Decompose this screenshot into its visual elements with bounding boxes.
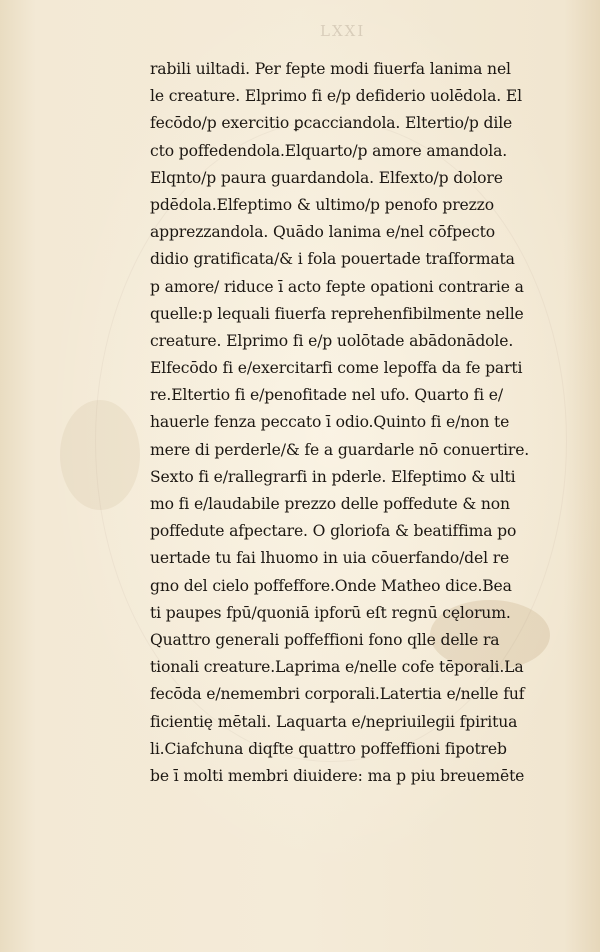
text-line: li.Ciafchuna diqfte quattro poffeffioni fipotreb xyxy=(150,739,507,758)
text-line: hauerle fenza peccato ī odio.Quinto fi e/non te xyxy=(150,413,510,432)
text-line: le creature. Elprimo fi e/p defiderio uolēdola. El xyxy=(150,87,522,106)
text-line: p amore/ riduce ī acto fepte opationi contrarie a xyxy=(150,277,524,296)
text-line: tionali creature.Laprima e/nelle cofe tēporali.La xyxy=(150,658,524,677)
paper-stain xyxy=(60,400,140,510)
text-line: quelle:p lequali fiuerfa reprehenfibilmente nelle xyxy=(150,304,524,323)
text-line: didio gratificata/& i fola pouertade traſformata xyxy=(150,250,515,269)
text-line: cto poffedendola.Elquarto/p amore amandola. xyxy=(150,141,508,160)
text-line: gno del cielo poffeffore.Onde Matheo dice.Bea xyxy=(150,576,512,595)
text-line: be ī molti membri diuidere: ma p piu breuemēte xyxy=(150,766,525,785)
text-line: mere di perderle/& fe a guardarle nō conuertire. xyxy=(150,440,530,459)
text-line: Elfecōdo fi e/exercitarfi come lepoffa da fe parti xyxy=(150,359,523,378)
text-line: Elqnto/p paura guardandola. Elfexto/p dolore xyxy=(150,168,503,187)
text-line: ti paupes fpū/quoniā ipforū eſt regnū cęlorum. xyxy=(150,603,511,622)
text-line: Quattro generali poffeffioni fono qlle delle ra xyxy=(150,630,500,649)
text-line: uertade tu fai lhuomo in uia cōuerfando/del re xyxy=(150,549,510,568)
text-line: creature. Elprimo fi e/p uolōtade abādonādole. xyxy=(150,331,514,350)
text-line: fecōda e/nemembri corporali.Latertia e/nelle fuf xyxy=(150,685,525,704)
text-line: Sexto fi e/rallegrarfi in pderle. Elfeptimo & ulti xyxy=(150,467,516,486)
text-line: rabili uiltadi. Per fepte modi fiuerfa lanima nel xyxy=(150,60,511,78)
text-line: re.Eltertio fi e/penofitade nel ufo. Quarto fi e/ xyxy=(150,386,503,405)
text-block xyxy=(150,56,570,790)
text-line: mo fi e/laudabile prezzo delle poffedute & non xyxy=(150,495,510,513)
text-line: fecōdo/p exercitio ꝑcacciandola. Eltertio/p dile xyxy=(150,114,513,133)
text-line: pdēdola.Elfeptimo & ultimo/p penofo prezzo xyxy=(150,195,494,214)
text-line: apprezzandola. Quādo lanima e/nel cōfpecto xyxy=(150,223,495,242)
folio-number: LXXI xyxy=(320,22,366,40)
text-line: poffedute afpectare. O gloriofa & beatiffima po xyxy=(150,522,517,541)
text-line: ficientię mētali. Laquarta e/nepriuilegii fpiritua xyxy=(150,712,518,731)
